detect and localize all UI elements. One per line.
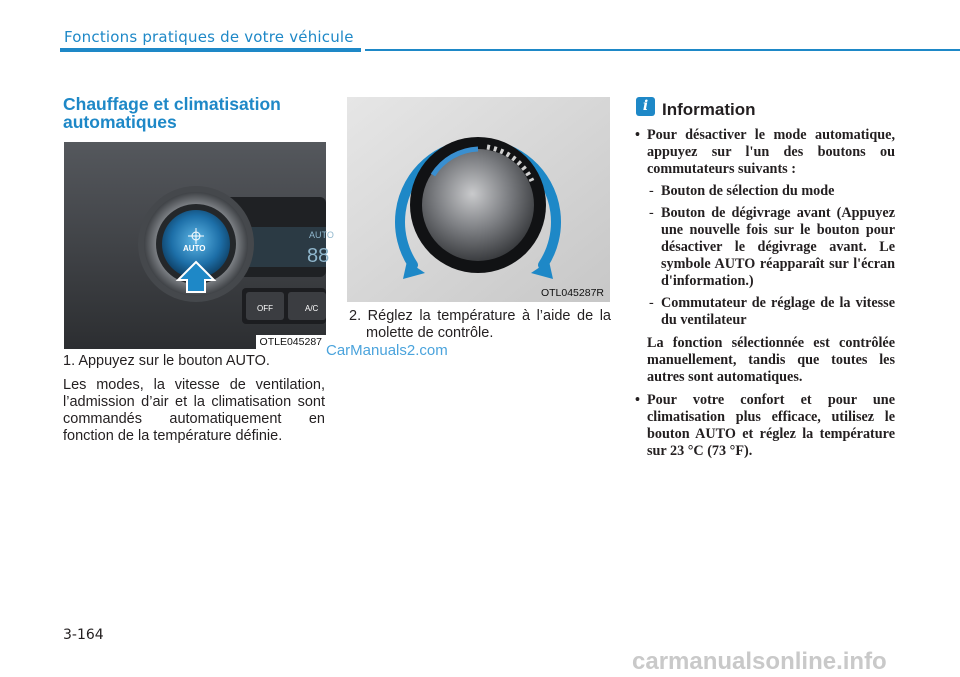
page-number: 3-164 bbox=[63, 627, 104, 643]
auto-button-figure bbox=[64, 142, 334, 349]
dash-icon: - bbox=[649, 183, 654, 199]
off-button-label: OFF bbox=[257, 304, 273, 313]
bullet-icon: • bbox=[635, 127, 640, 143]
info-title: Information bbox=[662, 100, 756, 119]
info-bullet bbox=[635, 392, 895, 460]
sub-item bbox=[647, 295, 895, 329]
figure-code: OTLE045287 bbox=[256, 335, 326, 349]
sub-item-text: Commutateur de réglage de la vitesse du ventilateur bbox=[661, 295, 895, 328]
svg-text:AUTO: AUTO bbox=[309, 230, 334, 240]
climate-panel-illustration bbox=[64, 142, 334, 349]
bullet-text: Pour votre confort et pour une climatisation plus efficace, utilisez le bouton AUTO et réglez la température sur 23 °C (73 °F). bbox=[647, 392, 895, 459]
info-icon: i bbox=[636, 97, 655, 116]
info-bullet bbox=[635, 127, 895, 178]
ac-button-label: A/C bbox=[305, 304, 319, 313]
dash-icon: - bbox=[649, 205, 654, 221]
header-rule-thick bbox=[60, 48, 361, 52]
header-rule-thin bbox=[365, 49, 960, 51]
sub-item bbox=[647, 205, 895, 290]
step-2: 2. Réglez la température à l’aide de la molette de contrôle. bbox=[349, 308, 611, 341]
step-1: 1. Appuyez sur le bouton AUTO. bbox=[63, 353, 270, 369]
temperature-dial-illustration bbox=[347, 97, 610, 302]
auto-button-label: AUTO bbox=[183, 244, 206, 253]
auto-description: Les modes, la vitesse de ventilation, l’admission d’air et la climatisation sont commandés automatiquement en fonction de la température définie. bbox=[63, 377, 325, 444]
svg-text:88: 88 bbox=[307, 245, 330, 267]
info-list bbox=[635, 127, 895, 460]
watermark: CarManuals2.com bbox=[326, 342, 448, 359]
sub-item bbox=[647, 183, 895, 200]
header-title: Fonctions pratiques de votre véhicule bbox=[64, 28, 354, 46]
bullet-icon: • bbox=[635, 392, 640, 408]
sub-item-text: Bouton de dégivrage avant (Appuyez une nouvelle fois sur le bouton pour désactiver le dégivrage avant. Le symbole AUTO réapparaît sur l'écran d'information.) bbox=[661, 205, 895, 289]
dash-icon: - bbox=[649, 295, 654, 311]
temperature-dial-figure bbox=[347, 97, 610, 302]
figure-code: OTL045287R bbox=[540, 287, 604, 299]
footer-watermark: carmanualsonline.info bbox=[632, 648, 887, 675]
section-title: Chauffage et climatisation automatiques bbox=[63, 94, 281, 132]
bullet-text: Pour désactiver le mode automatique, appuyez sur l'un des boutons ou commutateurs suivants : bbox=[647, 127, 895, 177]
info-note: La fonction sélectionnée est contrôlée manuellement, tandis que toutes les autres sont automatiques. bbox=[647, 335, 895, 385]
sub-item-text: Bouton de sélection du mode bbox=[661, 183, 835, 199]
